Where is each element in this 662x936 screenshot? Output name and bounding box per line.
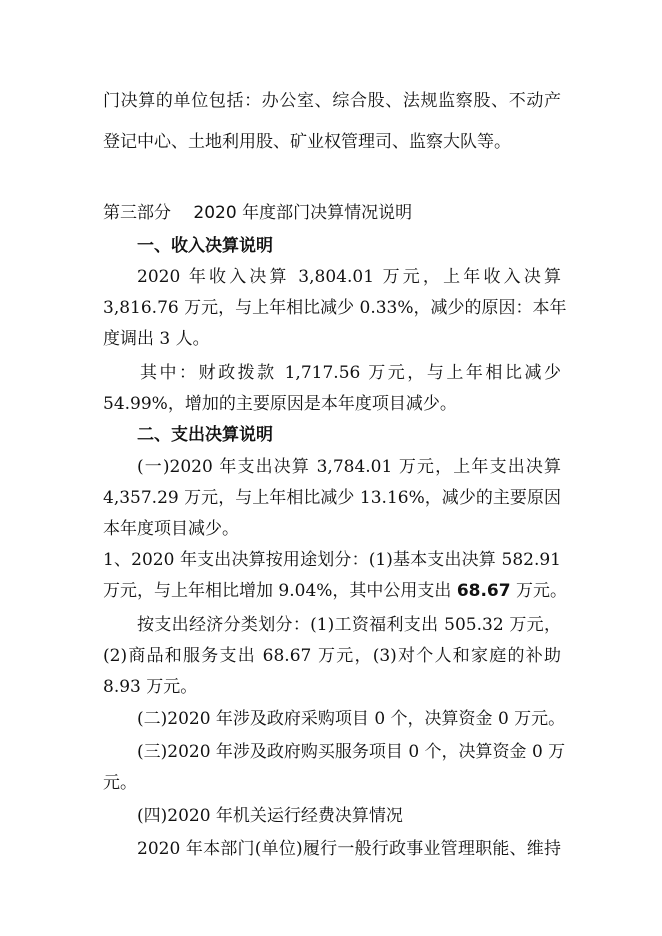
body-line: 门决算的单位包括：办公室、综合股、法规监察股、不动产 [103,91,561,111]
body-line: 2020 年本部门(单位)履行一般行政事业管理职能、维持 [137,839,561,859]
body-line: (2)商品和服务支出 68.67 万元，(3)对个人和家庭的补助 [103,646,561,666]
body-line: 登记中心、土地利用股、矿业权管理司、监察大队等。 [103,132,511,152]
body-line: 本年度项目减少。 [103,519,239,539]
heading-expenditure: 二、支出决算说明 [137,425,273,445]
body-line: 其中：财政拨款 1,717.56 万元，与上年相比减少 [140,363,561,383]
body-line [103,580,567,602]
body-line: (一)2020 年支出决算 3,784.01 万元，上年支出决算 [137,457,561,477]
body-line: (四)2020 年机关运行经费决算情况 [137,806,403,826]
body-line: 度调出 3 人。 [103,329,210,349]
body-line: (二)2020 年涉及政府采购项目 0 个，决算资金 0 万元。 [137,709,566,729]
body-text: 万元。 [510,581,567,601]
body-line: 54.99%，增加的主要原因是本年度项目减少。 [103,394,457,414]
body-line: 按支出经济分类划分：(1)工资福利支出 505.32 万元， [137,615,561,635]
section-title: 第三部分 2020 年度部门决算情况说明 [103,203,413,223]
body-text: 万元，与上年相比增加 9.04%，其中公用支出 [103,581,457,601]
body-line: 2020 年收入决算 3,804.01 万元，上年收入决算 [137,267,561,287]
body-line: 3,816.76 万元，与上年相比减少 0.33%，减少的原因：本年 [103,298,567,318]
heading-income: 一、收入决算说明 [137,236,273,256]
body-line: (三)2020 年涉及政府购买服务项目 0 个，决算资金 0 万 [137,742,566,762]
body-line: 4,357.29 万元，与上年相比减少 13.16%，减少的主要原因 [103,488,561,508]
body-line: 1、2020 年支出决算按用途划分：(1)基本支出决算 582.91 [103,550,561,570]
public-expenditure-value: 68.67 [456,581,511,601]
body-line: 8.93 万元。 [103,677,198,697]
body-line: 元。 [103,773,137,793]
